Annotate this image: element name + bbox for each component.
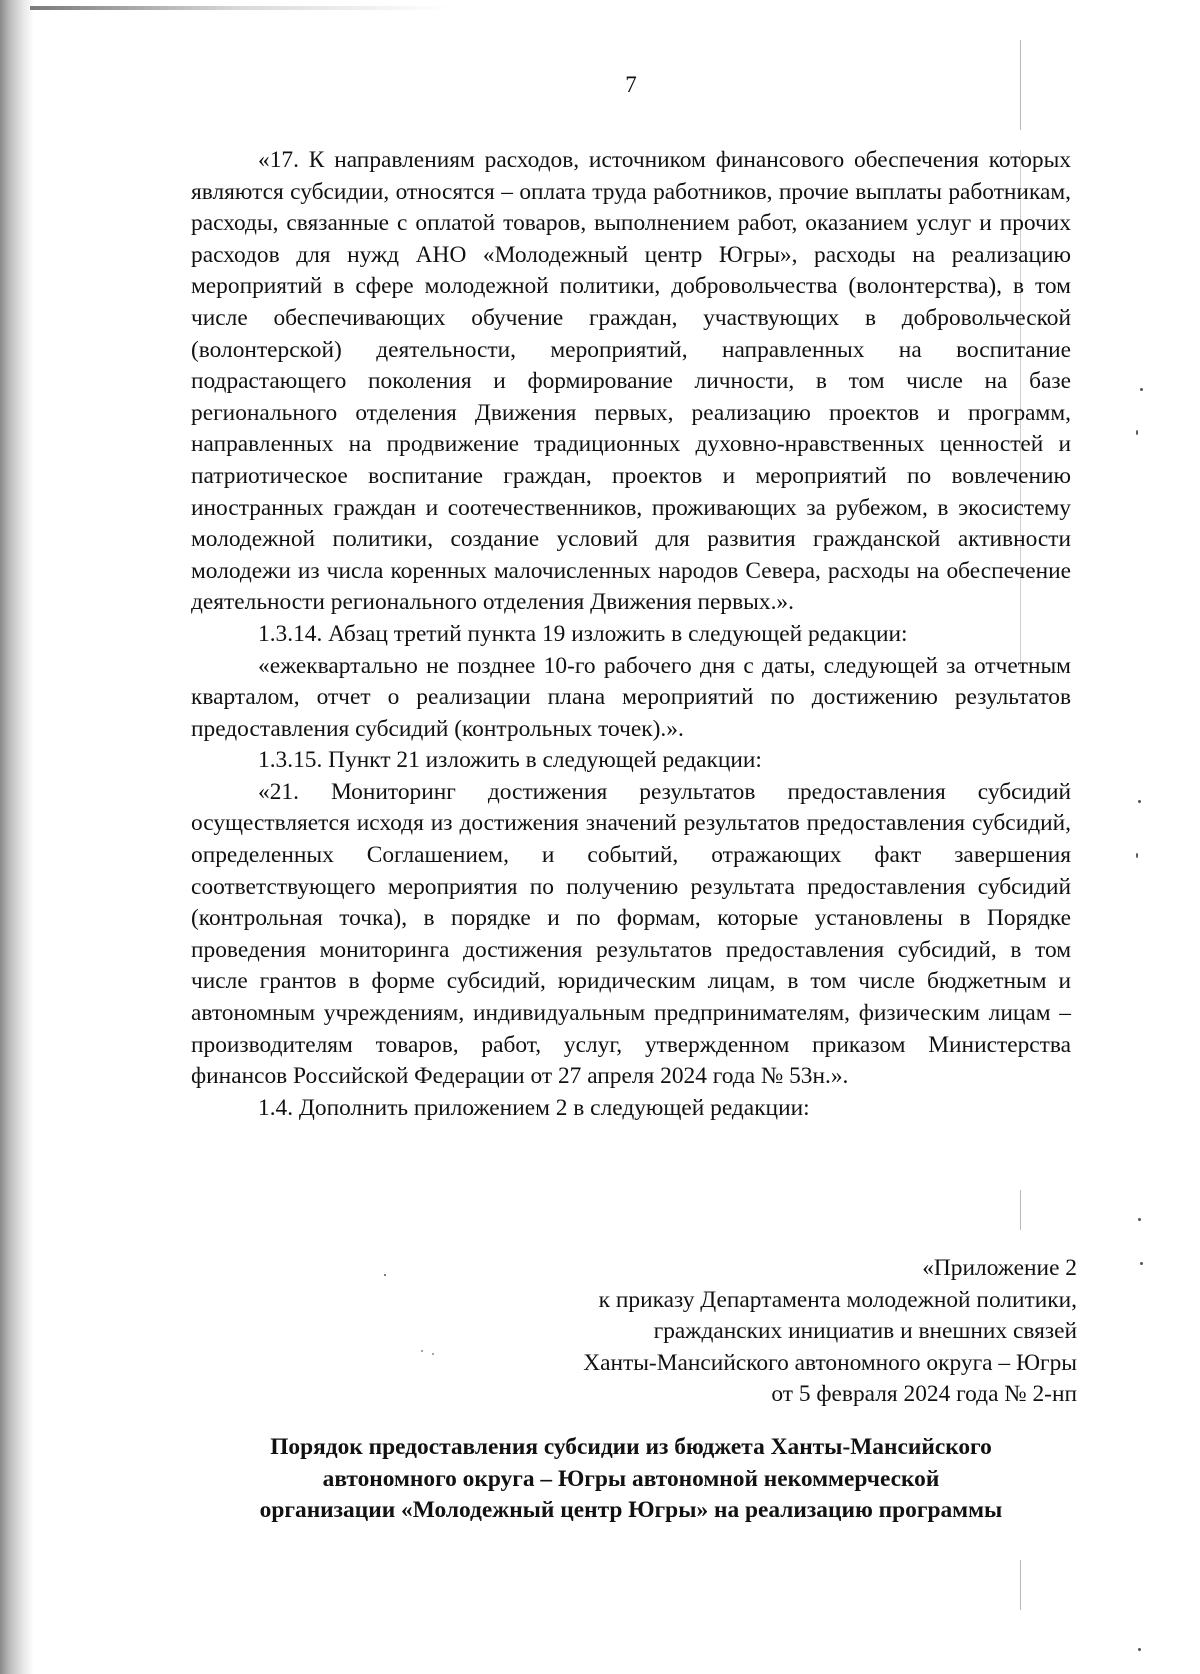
page-number: 7 xyxy=(625,72,637,97)
scan-artifact-line xyxy=(1020,1560,1021,1610)
scan-speck xyxy=(1138,1218,1141,1221)
scan-speck xyxy=(421,1350,423,1352)
scan-speck xyxy=(1140,388,1143,391)
order-title-line: автономного округа – Югры автономной некоммерческой xyxy=(322,1465,940,1492)
scan-speck xyxy=(432,1353,434,1355)
appendix-region-line: Ханты-Мансийского автономного округа – Югры xyxy=(583,1349,1077,1376)
scan-left-edge-shadow xyxy=(0,0,34,1674)
document-body xyxy=(191,145,1071,1124)
paragraph-amendment-1-3-15: 1.3.15. Пункт 21 изложить в следующей редакции: xyxy=(258,747,762,774)
scan-speck xyxy=(1136,430,1138,435)
paragraph-amendment-1-4: 1.4. Дополнить приложением 2 в следующей редакции: xyxy=(258,1094,810,1121)
scan-top-edge-shadow xyxy=(30,6,450,10)
order-title xyxy=(191,1432,1071,1527)
scan-speck xyxy=(384,1274,386,1276)
paragraph-quarterly-report: «ежеквартально не позднее 10-го рабочего дня с даты, следующей за отчетным кварталом, отчет о реализации плана мероприятий по достижению результатов предоставления субсидий (контрольных точек).». xyxy=(191,652,1071,742)
paragraph-amendment-1-3-14: 1.3.14. Абзац третий пункта 19 изложить в следующей редакции: xyxy=(258,620,908,647)
paragraph-item-17-directions-of-expenses: «17. К направлениям расходов, источником финансового обеспечения которых являются субсидии, относятся – оплата труда работников, прочие выплаты работникам, расходы, связанные с оплатой товаров, выполнением работ, оказанием услуг и прочих расходов для нужд АНО «Молодежный центр Югры», расходы на реализацию мероприятий в сфере молодежной политики, добровольчества (волонтерства), в том числе обеспечивающих обучение граждан, участвующих в добровольческой (волонтерской) деятельности, мероприятий, направленных на воспитание подрастающего поколения и формирование личности, в том числе на базе регионального отделения Движения первых, реализацию проектов и программ, направленных на продвижение традиционных духовно-нравственных ценностей и патриотическое воспитание граждан, проектов и мероприятий по вовлечению иностранных граждан и соотечественников, проживающих за рубежом, в экосистему молодежной политики, создание условий для развития гражданской активности молодежи из числа коренных малочисленных народов Севера, расходы на обеспечение деятельности регионального отделения Движения первых.». xyxy=(191,147,1071,616)
order-title-line: Порядок предоставления субсидии из бюджета Ханты-Мансийского xyxy=(270,1434,992,1460)
appendix-title-line: «Приложение 2 xyxy=(922,1255,1077,1281)
appendix-date-line: от 5 февраля 2024 года № 2-нп xyxy=(771,1381,1077,1408)
scan-speck xyxy=(1140,1262,1143,1265)
appendix-department-line: гражданских инициатив и внешних связей xyxy=(653,1318,1077,1345)
scan-speck xyxy=(1138,1648,1141,1651)
order-title-line: организации «Молодежный центр Югры» на реализацию программы xyxy=(259,1497,1003,1524)
paragraph-item-21-monitoring: «21. Мониторинг достижения результатов предоставления субсидий осуществляется исходя из достижения значений результатов предоставления субсидий, определенных Соглашением, и событий, отражающих факт завершения соответствующего мероприятия по получению результата предоставления субсидий (контрольная точка), в порядке и по формам, которые установлены в Порядке проведения мониторинга достижения результатов предоставления субсидий, в том числе грантов в форме субсидий, юридическим лицам, в том числе бюджетным и автономным учреждениям, индивидуальным предпринимателям, физическим лицам – производителям товаров, работ, услуг, утвержденном приказом Министерства финансов Российской Федерации от 27 апреля 2024 года № 53н.». xyxy=(191,778,1071,1090)
appendix-header-block xyxy=(583,1253,1077,1411)
scan-speck xyxy=(1136,853,1138,858)
scan-speck xyxy=(1138,800,1141,803)
scan-artifact-line xyxy=(1020,1190,1021,1230)
appendix-order-line: к приказу Департамента молодежной политики, xyxy=(598,1286,1077,1313)
